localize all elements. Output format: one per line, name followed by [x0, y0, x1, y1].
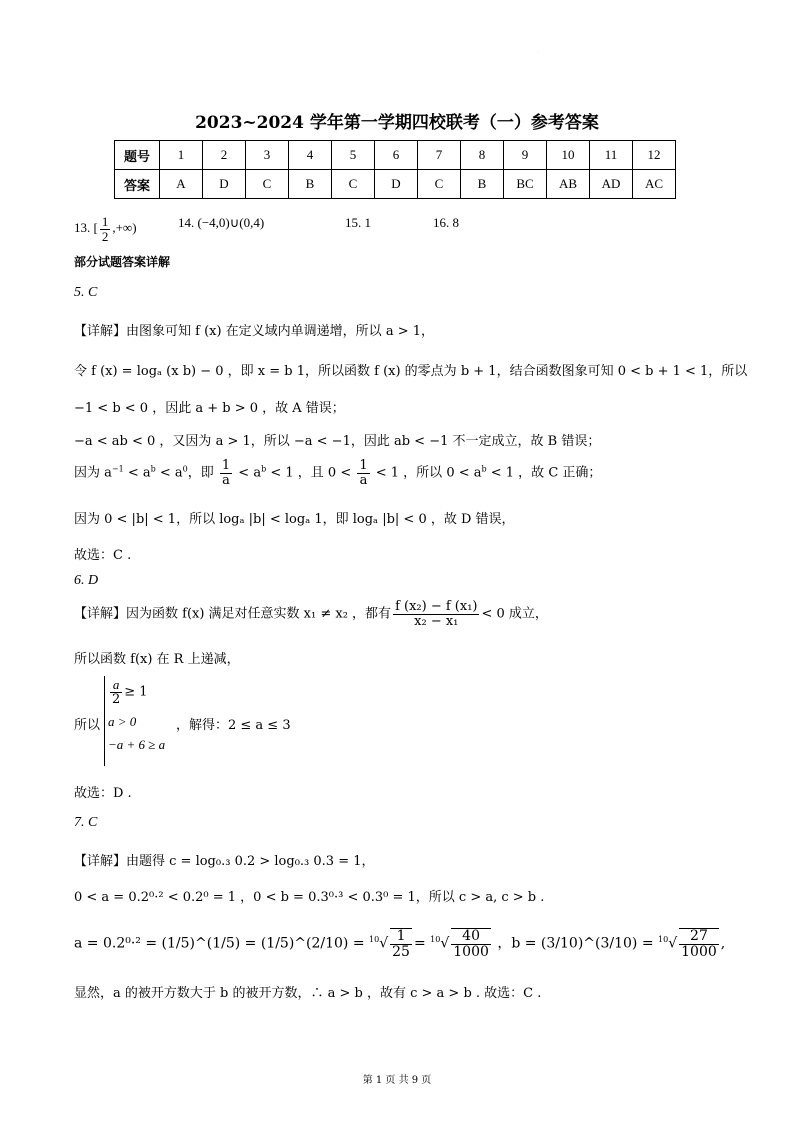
- q7-root3-index: 10: [658, 935, 669, 945]
- q6-line1: [74, 600, 548, 628]
- question-number-cell: 3: [246, 141, 289, 170]
- answer-cell: A: [160, 170, 203, 199]
- answer-cell: D: [375, 170, 418, 199]
- q13-open: [: [93, 220, 98, 236]
- q5-l5-frac1-num: 1: [221, 458, 231, 473]
- q7-line1: 【详解】由题得 c = log₀.₃ 0.2 > log₀.₃ 0.3 = 1，: [74, 854, 375, 869]
- q6-l1-a: 【详解】因为函数 f(x) 满足对任意实数 x₁ ≠ x₂ ，都有: [74, 606, 392, 622]
- q5-l5-f: < 1 ，且 0 <: [266, 465, 356, 481]
- q5-line6: 因为 0 < |b| < 1，所以 logₐ |b| < logₐ 1，即 logₐ |b| < 0 ，故 D 错误，: [74, 512, 515, 527]
- q6-brace: [104, 676, 105, 766]
- q5-l5-exp1: −1: [111, 464, 124, 474]
- q7-root2-num: 40: [451, 929, 491, 945]
- q5-line1: 【详解】由图象可知 f (x) 在定义域内单调递增，所以 a > 1，: [74, 324, 434, 339]
- q7-root2-index: 10: [430, 935, 441, 945]
- q5-l5-h: < 1 ，故 C 正确；: [486, 465, 602, 481]
- question-number-cell: 2: [203, 141, 246, 170]
- answer-cell: B: [461, 170, 504, 199]
- q7-l3-a: a = 0.2⁰·² = (1/5)^(1/5) = (1/5)^(2/10) =: [74, 935, 365, 952]
- q5-l5-exp0: 0: [182, 464, 188, 474]
- question-number-cell: 11: [590, 141, 633, 170]
- answer-cell: AC: [633, 170, 676, 199]
- q6-sys1-den: 2: [112, 691, 121, 707]
- question-number-cell: 6: [375, 141, 418, 170]
- question-number-cell: 12: [633, 141, 676, 170]
- q13-label: 13.: [74, 220, 94, 236]
- row-label-answer: 答案: [115, 170, 160, 199]
- corner-mark: .: [538, 48, 540, 53]
- question-number-cell: 7: [418, 141, 461, 170]
- q6-sys-result: ，解得：2 ≤ a ≤ 3: [176, 718, 291, 733]
- answer-cell: D: [203, 170, 246, 199]
- q6-head: 6. D: [74, 573, 99, 588]
- q5-head: 5. C: [74, 285, 98, 300]
- q6-line2: 所以函数 f(x) 在 R 上递减，: [74, 652, 240, 667]
- q5-l5-frac2-num: 1: [359, 458, 368, 473]
- q5-l5-expb: b: [150, 464, 156, 474]
- answer-table: [114, 140, 676, 199]
- q5-l5-g: < 1 ，所以 0 < a: [371, 465, 482, 481]
- question-number-cell: 4: [289, 141, 332, 170]
- q5-line5: [74, 459, 601, 487]
- fill-q15: 15. 1: [345, 215, 371, 230]
- q6-end: 故选：D .: [74, 786, 132, 801]
- q7-line2: 0 < a = 0.2⁰·² < 0.2⁰ = 1 ，0 < b = 0.3⁰·³ < 0.3⁰ = 1，所以 c > a, c > b .: [74, 890, 545, 905]
- q7-root3-num: 27: [679, 929, 719, 945]
- q6-l1-frac-num: f (x₂) − f (x₁): [395, 599, 478, 614]
- row-label-number: 题号: [115, 141, 160, 170]
- fill-q16: 16. 8: [433, 215, 459, 230]
- page-footer: 第 1 页 共 9 页: [362, 1075, 432, 1086]
- q7-root1-index: 10: [369, 935, 380, 945]
- q5-l5-b: < a: [123, 465, 151, 481]
- q7-root1-den: 25: [392, 943, 410, 960]
- question-number-cell: 1: [160, 141, 203, 170]
- answer-table-answer-row: [115, 170, 676, 199]
- q5-l5-c: < a: [155, 465, 183, 481]
- q7-root1-num: 1: [390, 929, 412, 945]
- section-heading: 部分试题答案详解: [74, 255, 171, 269]
- question-number-cell: 5: [332, 141, 375, 170]
- q6-sys1-tail: ≥ 1: [124, 684, 148, 700]
- q6-l1-b: < 0 成立，: [481, 606, 548, 622]
- answer-cell: BC: [504, 170, 547, 199]
- q5-line3: −1 < b < 0 ，因此 a + b > 0 ，故 A 错误；: [74, 401, 345, 416]
- q5-l5-frac2-den: a: [359, 472, 368, 488]
- question-number-cell: 8: [461, 141, 504, 170]
- q6-sys1: [108, 678, 148, 706]
- q6-sys3: −a + 6 ≥ a: [108, 737, 166, 752]
- q5-line2: 令 f (x) = logₐ (x b) − 0 ，即 x = b 1，所以函数 f (x) 的零点为 b + 1，结合函数图象可知 0 < b + 1 < 1，所以: [74, 364, 748, 379]
- q6-sys2: a > 0: [108, 714, 137, 729]
- question-number-cell: 10: [547, 141, 590, 170]
- q6-sys1-num: a: [110, 678, 122, 693]
- fill-q13: [74, 215, 137, 243]
- q7-root2-den: 1000: [453, 943, 489, 960]
- q5-l5-d: ，即: [187, 465, 218, 481]
- q7-head: 7. C: [74, 815, 98, 830]
- fill-q14: 14. (−4,0)∪(0,4): [178, 215, 265, 230]
- q6-sys-prefix: 所以: [74, 718, 101, 733]
- question-number-cell: 9: [504, 141, 547, 170]
- q13-denominator: 2: [101, 228, 109, 244]
- q7-root3-den: 1000: [681, 943, 717, 960]
- answer-table-number-row: [115, 141, 676, 170]
- answer-cell: B: [289, 170, 332, 199]
- q13-numerator: 1: [101, 214, 109, 229]
- answer-cell: C: [418, 170, 461, 199]
- q6-l1-frac-den: x₂ − x₁: [414, 613, 459, 629]
- q5-l5-expb3: b: [481, 464, 487, 474]
- q7-l3-b: ，b = (3/10)^(3/10) =: [497, 935, 654, 952]
- q5-l5-e: < a: [234, 465, 262, 481]
- q7-line4: 显然，a 的被开方数大于 b 的被开方数，∴ a > b ，故有 c > a > b . 故选：C .: [74, 986, 542, 1001]
- page-title: 2023~2024 学年第一学期四校联考（一）参考答案: [195, 113, 599, 133]
- answer-cell: C: [332, 170, 375, 199]
- q5-l5-frac1-den: a: [222, 472, 230, 488]
- q5-line7: 故选：C .: [74, 548, 132, 563]
- answer-cell: AB: [547, 170, 590, 199]
- answer-cell: AD: [590, 170, 633, 199]
- q5-l5-expb2: b: [261, 464, 267, 474]
- q7-line3: a = 0.2⁰·² = (1/5)^(1/5) = (1/5)^(2/10) = $^{10}$√ $\frac{1}{25}$ = $^{10}$√ $\frac{40}{1000}$ ，b = (3/10)^(3/10) = $^{10}$√ $\frac{27}{1000}$ ,: [74, 928, 726, 960]
- q13-tail: ,+∞): [112, 220, 137, 236]
- q5-line4: −a < ab < 0 ，又因为 a > 1，所以 −a < −1，因此 ab < −1 不一定成立，故 B 错误；: [74, 434, 601, 449]
- answer-cell: C: [246, 170, 289, 199]
- q5-l5-a: 因为 a: [74, 465, 112, 481]
